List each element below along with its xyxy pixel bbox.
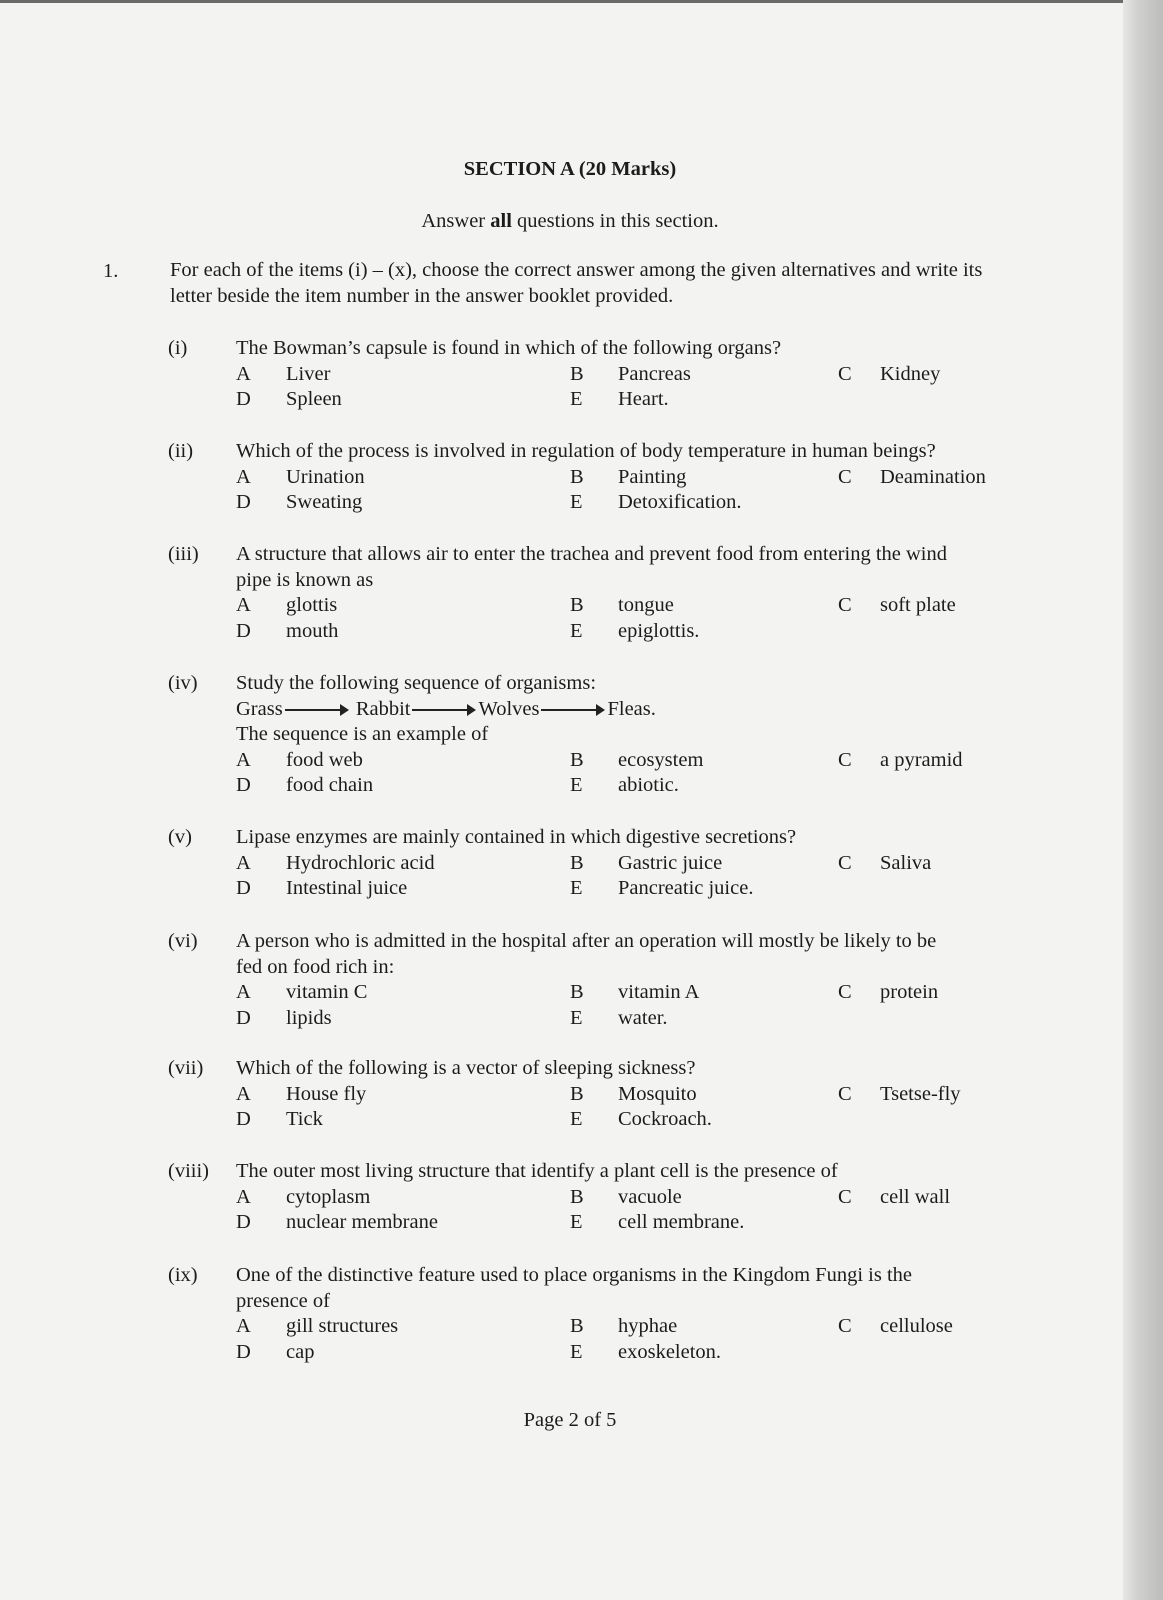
item-stem: Study the following sequence of organisms: — [236, 672, 597, 694]
option-text: Spleen — [286, 388, 342, 411]
option-text: protein — [880, 981, 939, 1004]
option-text: food web — [286, 748, 363, 771]
question-number: 1. — [103, 260, 119, 282]
option-letter: C — [838, 465, 852, 488]
item-label: (vii) — [168, 1057, 204, 1079]
option-text: Gastric juice — [618, 851, 723, 874]
option-letter: B — [570, 362, 584, 385]
option-letter: A — [236, 465, 251, 488]
organism: Wolves — [478, 697, 540, 720]
item-label: (viii) — [168, 1160, 209, 1182]
option-letter: A — [236, 748, 251, 771]
option-text: nuclear membrane — [286, 1211, 438, 1234]
scan-edge — [1123, 0, 1163, 1600]
option-letter: B — [570, 1082, 584, 1105]
option-text: cell membrane. — [618, 1211, 745, 1234]
option-text: glottis — [286, 594, 338, 617]
option-letter: D — [236, 1108, 251, 1131]
item-stem: One of the distinctive feature used to place organisms in the Kingdom Fungi is the — [236, 1264, 912, 1286]
option-letter: D — [236, 1211, 251, 1234]
option-letter: D — [236, 619, 251, 642]
option-letter: A — [236, 1315, 251, 1338]
option-letter: B — [570, 594, 584, 617]
item-label: (ii) — [168, 440, 194, 462]
option-text: House fly — [286, 1082, 367, 1105]
option-text: Intestinal juice — [286, 877, 408, 900]
option-letter: A — [236, 1185, 251, 1208]
option-letter: A — [236, 1082, 251, 1105]
option-letter: D — [236, 1006, 251, 1029]
option-text: Liver — [286, 362, 331, 385]
option-letter: A — [236, 594, 251, 617]
food-chain-sequence — [236, 696, 656, 722]
option-text: hyphae — [618, 1315, 678, 1338]
option-letter: E — [570, 388, 583, 411]
option-letter: C — [838, 594, 852, 617]
item-stem: fed on food rich in: — [236, 955, 395, 978]
option-text: soft plate — [880, 594, 956, 617]
arrow-icon — [541, 709, 603, 711]
option-text: Sweating — [286, 491, 363, 514]
item-label: (iv) — [168, 672, 198, 694]
option-text: Mosquito — [618, 1082, 697, 1105]
option-text: Kidney — [880, 362, 941, 385]
option-letter: E — [570, 1006, 583, 1029]
option-text: epiglottis. — [618, 619, 700, 642]
organism: Fleas. — [607, 697, 656, 720]
option-text: water. — [618, 1006, 668, 1029]
instruction-bold: all — [490, 210, 512, 232]
option-letter: B — [570, 748, 584, 771]
option-letter: E — [570, 774, 583, 797]
option-letter: A — [236, 851, 251, 874]
option-text: Hydrochloric acid — [286, 851, 435, 874]
option-text: cytoplasm — [286, 1185, 371, 1208]
option-letter: D — [236, 1340, 251, 1363]
option-letter: D — [236, 877, 251, 900]
item-stem: The Bowman’s capsule is found in which of the following organs? — [236, 337, 782, 359]
item-label: (vi) — [168, 930, 198, 952]
section-title: SECTION A (20 Marks) — [463, 158, 677, 180]
arrow-icon — [412, 709, 474, 711]
option-letter: D — [236, 491, 251, 514]
option-text: Painting — [618, 465, 687, 488]
option-letter: C — [838, 1185, 852, 1208]
item-label: (v) — [168, 826, 192, 848]
option-text: cell wall — [880, 1185, 951, 1208]
option-text: vitamin C — [286, 981, 368, 1004]
item-stem: The sequence is an example of — [236, 723, 489, 746]
item-stem: The outer most living structure that identify a plant cell is the presence of — [236, 1160, 838, 1182]
item-label: (i) — [168, 337, 188, 359]
option-text: Pancreatic juice. — [618, 877, 754, 900]
option-letter: C — [838, 1082, 852, 1105]
option-letter: E — [570, 1340, 583, 1363]
arrow-icon — [285, 709, 347, 711]
instruction-text: questions in this section. — [511, 210, 719, 232]
option-letter: D — [236, 388, 251, 411]
option-text: cap — [286, 1340, 315, 1363]
option-letter: C — [838, 981, 852, 1004]
option-text: Heart. — [618, 388, 669, 411]
option-letter: E — [570, 877, 583, 900]
item-stem: A person who is admitted in the hospital after an operation will mostly be likely to be — [236, 930, 937, 952]
question-text: For each of the items (i) – (x), choose the correct answer among the given alternatives and write its letter beside the item number in the answer booklet provided. — [170, 259, 983, 307]
option-text: Urination — [286, 465, 365, 488]
organism: Grass — [236, 697, 283, 720]
option-text: cellulose — [880, 1315, 953, 1338]
option-text: tongue — [618, 594, 674, 617]
option-text: food chain — [286, 774, 374, 797]
option-letter: E — [570, 1211, 583, 1234]
option-letter: D — [236, 774, 251, 797]
option-letter: C — [838, 362, 852, 385]
option-letter: B — [570, 981, 584, 1004]
option-text: Tsetse-fly — [880, 1082, 961, 1105]
option-letter: E — [570, 1108, 583, 1131]
option-text: Tick — [286, 1108, 323, 1131]
organism: Rabbit — [355, 697, 411, 720]
item-stem: Which of the following is a vector of sleeping sickness? — [236, 1057, 696, 1079]
item-label: (iii) — [168, 543, 199, 565]
page-footer: Page 2 of 5 — [523, 1409, 617, 1431]
option-text: mouth — [286, 619, 339, 642]
section-instruction — [0, 208, 1140, 234]
item-stem: Lipase enzymes are mainly contained in which digestive secretions? — [236, 826, 797, 848]
option-letter: C — [838, 851, 852, 874]
option-letter: B — [570, 1185, 584, 1208]
option-letter: E — [570, 619, 583, 642]
option-text: vacuole — [618, 1185, 682, 1208]
option-letter: A — [236, 362, 251, 385]
item-stem: Which of the process is involved in regulation of body temperature in human beings? — [236, 440, 936, 462]
option-letter: B — [570, 1315, 584, 1338]
option-text: abiotic. — [618, 774, 679, 797]
option-text: gill structures — [286, 1315, 399, 1338]
item-label: (ix) — [168, 1264, 198, 1286]
scan-border — [0, 0, 1163, 3]
option-letter: C — [838, 748, 852, 771]
item-stem: pipe is known as — [236, 568, 374, 591]
option-text: Saliva — [880, 851, 932, 874]
option-letter: E — [570, 491, 583, 514]
option-letter: C — [838, 1315, 852, 1338]
option-text: lipids — [286, 1006, 332, 1029]
item-stem: presence of — [236, 1289, 330, 1312]
option-text: ecosystem — [618, 748, 704, 771]
option-text: a pyramid — [880, 748, 963, 771]
option-letter: A — [236, 981, 251, 1004]
option-text: Cockroach. — [618, 1108, 712, 1131]
option-text: Detoxification. — [618, 491, 742, 514]
option-letter: B — [570, 851, 584, 874]
option-text: Deamination — [880, 465, 986, 488]
option-letter: B — [570, 465, 584, 488]
instruction-text: Answer — [421, 210, 491, 232]
option-text: vitamin A — [618, 981, 700, 1004]
option-text: Pancreas — [618, 362, 691, 385]
option-text: exoskeleton. — [618, 1340, 722, 1363]
item-stem: A structure that allows air to enter the trachea and prevent food from entering the wind — [236, 543, 947, 565]
